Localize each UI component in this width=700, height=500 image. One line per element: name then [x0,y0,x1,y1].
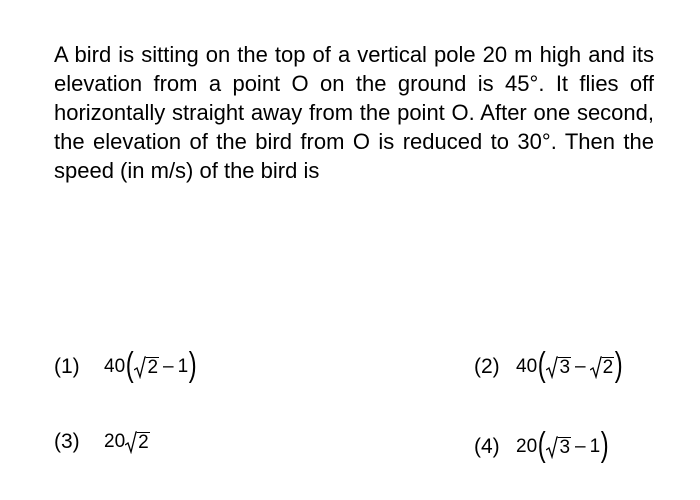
coefficient: 40 [104,356,126,377]
minus-sign: – [163,356,174,377]
option-expression [516,346,624,384]
option-2 [474,346,624,384]
question-text: A bird is sitting on the top of a vertical pole 20 m high and its elevation from a point O on the ground is 45°. It flies off horizontally straight away from the point O. After one second, the elevation of the bird from O is reduced to 30°. Then the speed (in m/s) of the bird is [54,42,654,183]
radical-sign-icon [125,431,137,453]
option-3 [54,430,150,454]
option-4 [474,426,610,464]
left-paren: ( [125,346,134,384]
square-root [134,356,159,378]
option-number: (2) [474,355,500,378]
option-expression [516,426,610,464]
coefficient: 40 [516,356,538,377]
right-paren: ) [614,346,623,384]
radicand: 2 [138,432,149,453]
option-number: (3) [54,430,80,453]
radical-sign-icon [590,356,602,378]
option-1 [54,346,198,384]
option-number: (4) [474,435,500,458]
right-paren: ) [188,346,197,384]
radical-sign-icon [546,356,558,378]
minus-sign: – [575,356,586,377]
radicand: 2 [602,357,614,378]
option-number: (1) [54,355,80,378]
option-expression [104,346,198,384]
radicand: 3 [559,437,571,458]
square-root [546,356,571,378]
square-root [590,356,615,378]
right-paren: ) [600,426,609,464]
left-paren: ( [537,426,546,464]
minus-sign: – [575,436,586,457]
left-paren: ( [537,346,546,384]
option-expression [104,431,150,453]
radical-sign-icon [134,356,146,378]
radicand: 3 [559,357,571,378]
radicand: 2 [147,357,159,378]
constant: 1 [177,356,189,377]
square-root [125,431,150,453]
constant: 1 [589,436,601,457]
square-root [546,436,571,458]
coefficient: 20 [516,436,538,457]
radical-sign-icon [546,436,558,458]
coefficient: 20 [104,431,126,452]
